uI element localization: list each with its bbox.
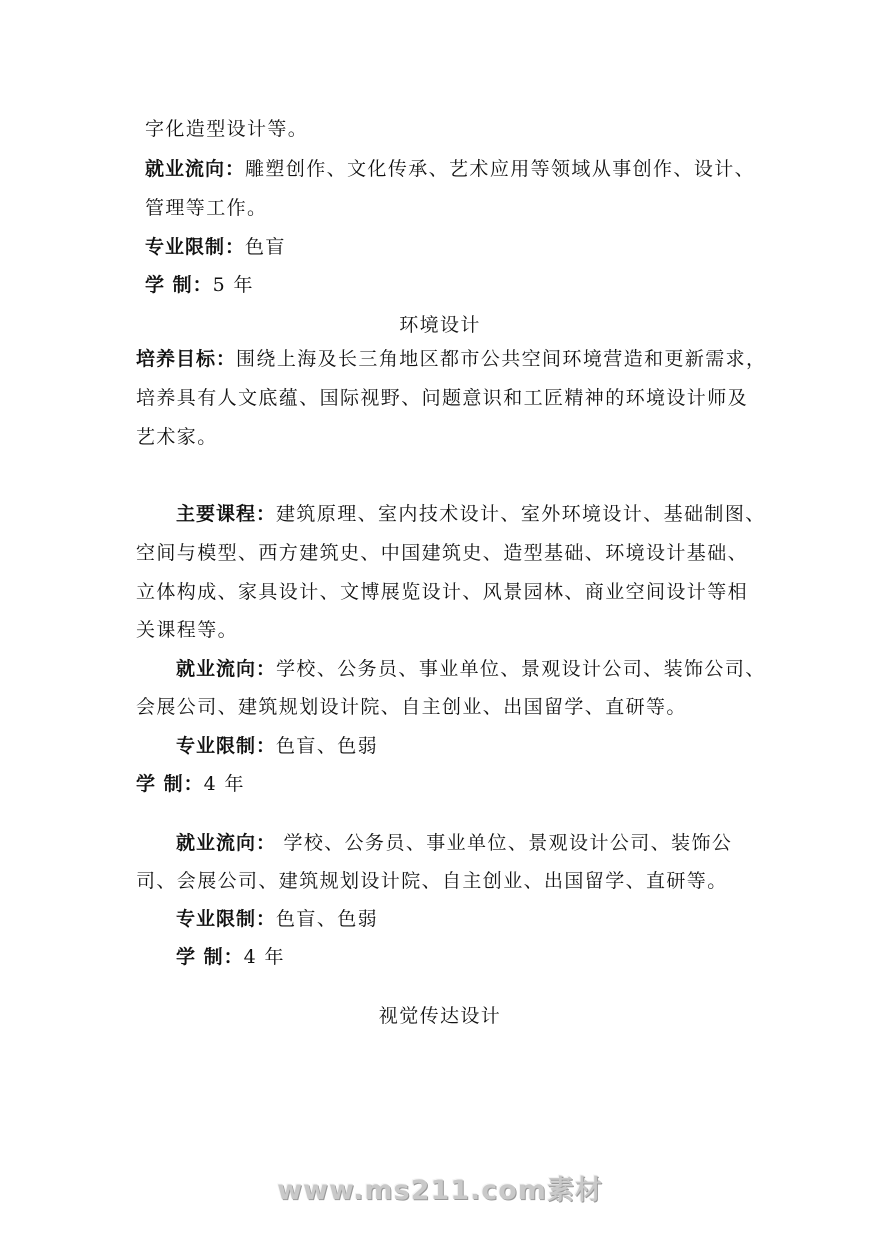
text-line: 会展公司、建筑规划设计院、自主创业、出国留学、直研等。 xyxy=(136,696,687,718)
employment-text: 雕塑创作、文化传承、艺术应用等领域从事创作、设计、 xyxy=(245,158,756,180)
duration-value: 4 年 xyxy=(243,946,285,968)
duration-label: 学 制： xyxy=(136,773,204,795)
goal-line xyxy=(136,347,766,371)
employment-line xyxy=(145,157,755,181)
restriction-value: 色盲、色弱 xyxy=(276,735,379,757)
duration-value: 4 年 xyxy=(203,773,245,795)
restriction-line xyxy=(176,907,378,931)
employment-label: 就业流向： xyxy=(176,832,277,854)
restriction-value: 色盲、色弱 xyxy=(276,908,379,930)
watermark: www.ms211.com素材 xyxy=(277,1175,603,1206)
text-line: 空间与模型、西方建筑史、中国建筑史、造型基础、环境设计基础、 xyxy=(136,542,749,564)
text-line: 字化造型设计等。 xyxy=(145,118,309,140)
restriction-label: 专业限制： xyxy=(176,735,277,757)
restriction-value: 色盲 xyxy=(245,236,286,258)
restriction-line xyxy=(176,734,378,758)
courses-label: 主要课程： xyxy=(176,503,277,525)
duration-line xyxy=(176,945,285,969)
text-line: 关课程等。 xyxy=(136,619,239,641)
duration-line xyxy=(145,273,254,297)
employment-text: 学校、公务员、事业单位、景观设计公司、装饰公 xyxy=(276,832,733,854)
goal-label: 培养目标： xyxy=(136,348,237,370)
text-line: 培养具有人文底蕴、国际视野、问题意识和工匠精神的环境设计师及 xyxy=(136,387,749,409)
duration-line xyxy=(136,772,245,796)
section-title: 环境设计 xyxy=(399,314,481,336)
employment-text: 学校、公务员、事业单位、景观设计公司、装饰公司、 xyxy=(276,658,766,680)
restriction-label: 专业限制： xyxy=(176,908,277,930)
text-line: 艺术家。 xyxy=(136,426,218,448)
restriction-label: 专业限制： xyxy=(145,236,246,258)
duration-value: 5 年 xyxy=(212,274,254,296)
goal-text: 围绕上海及长三角地区都市公共空间环境营造和更新需求， xyxy=(236,348,767,370)
duration-label: 学 制： xyxy=(176,946,244,968)
courses-text: 建筑原理、室内技术设计、室外环境设计、基础制图、 xyxy=(276,503,766,525)
section-title: 视觉传达设计 xyxy=(378,1005,502,1027)
employment-label: 就业流向： xyxy=(176,658,277,680)
courses-line xyxy=(176,502,766,526)
text-line: 管理等工作。 xyxy=(145,197,268,219)
employment-line xyxy=(176,657,766,681)
duration-label: 学 制： xyxy=(145,274,213,296)
text-line: 司、会展公司、建筑规划设计院、自主创业、出国留学、直研等。 xyxy=(136,870,728,892)
employment-line xyxy=(176,831,732,855)
restriction-line xyxy=(145,235,286,259)
text-line: 立体构成、家具设计、文博展览设计、风景园林、商业空间设计等相 xyxy=(136,581,749,603)
employment-label: 就业流向： xyxy=(145,158,246,180)
